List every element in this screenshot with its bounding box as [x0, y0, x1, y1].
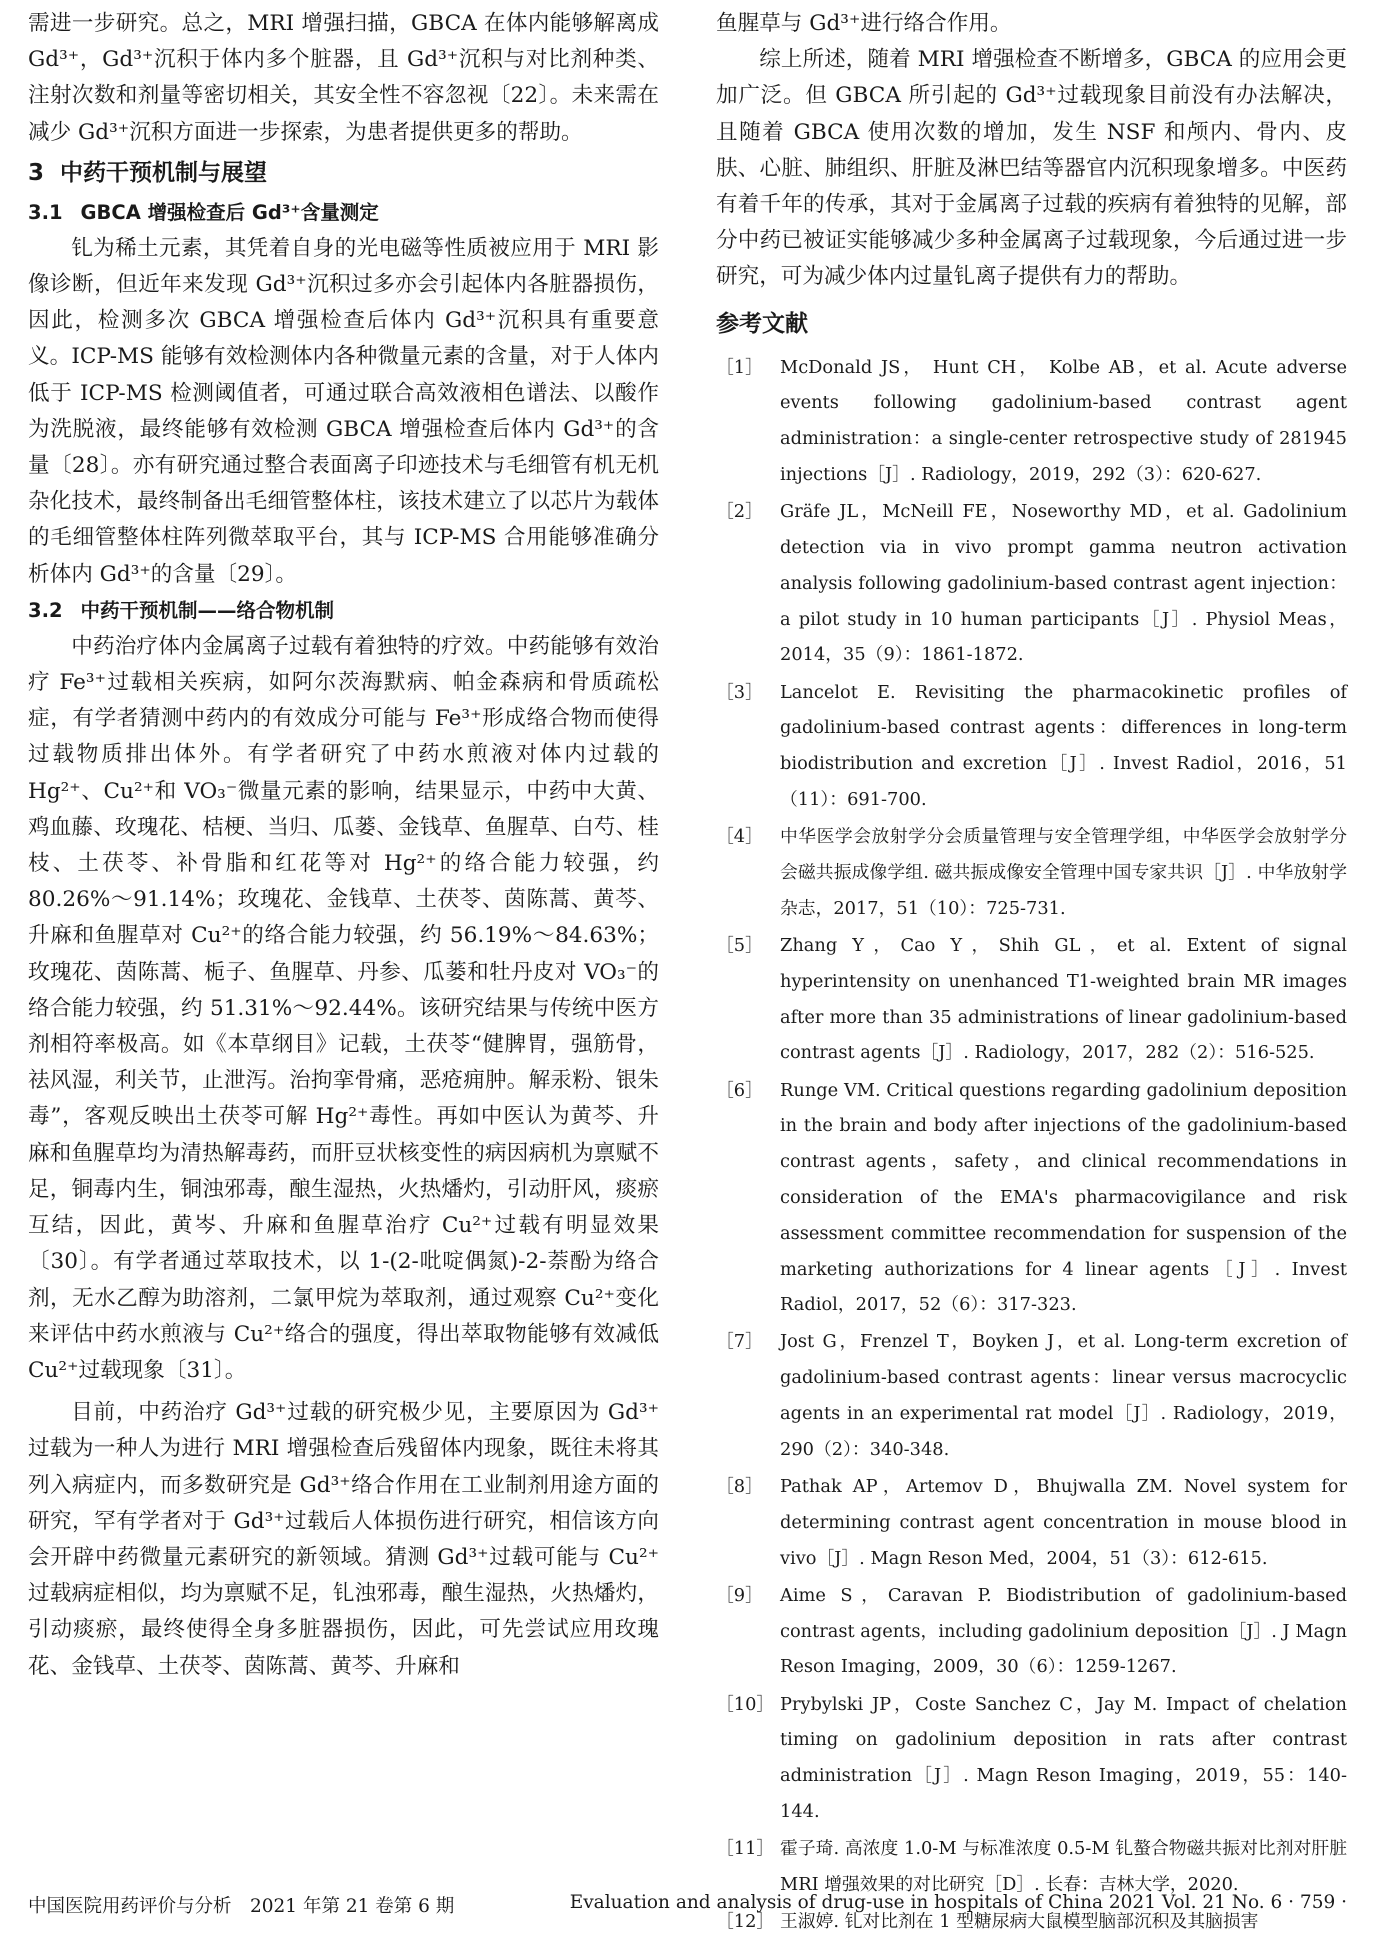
reference-item [716, 928, 1347, 1071]
paragraph-intro: 需进一步研究。总之，MRI 增强扫描，GBCA 在体内能够解离成 Gd³⁺，Gd³⁺沉积于体内多个脏器，且 Gd³⁺沉积与对比剂种类、注射次数和剂量等密切相关，其安全性不容忽视〔22〕。未来需在减少 Gd³⁺沉积方面进一步探索，为患者提供更多的帮助。 [28, 11, 659, 145]
reference-text: 中华医学会放射学分会质量管理与安全管理学组，中华医学会放射学分会磁共振成像学组. 磁共振成像安全管理中国专家共识［J］. 中华放射学杂志，2017，51（10）：725-731. [780, 826, 1347, 919]
references-heading: 参考文献 [716, 310, 808, 337]
reference-text: Aime S，Caravan P. Biodistribution of gadolinium-based contrast agents，including gadolinium deposition［J］. J Magn Reson Imaging，2009，30（6）：1259-1267. [780, 1584, 1347, 1678]
reference-text: Prybylski JP，Coste Sanchez C，Jay M. Impact of chelation timing on gadolinium deposition in rats after contrast administration［J］. Magn Reson Imaging，2019，55：140-144. [780, 1693, 1347, 1823]
section-3-heading [28, 151, 659, 195]
reference-label: ［2］ [716, 501, 763, 523]
reference-text: McDonald JS， Hunt CH， Kolbe AB，et al. Acute adverse events following gadolinium-based contrast agent administration：a single-center retrospective study of 281945 injections［J］. Radiology，2019，292（3）：620-627. [780, 356, 1347, 486]
paragraph-3-2-a: 中药治疗体内金属离子过载有着独特的疗效。中药能够有效治疗 Fe³⁺过载相关疾病，如阿尔茨海默病、帕金森病和骨质疏松症，有学者猜测中药内的有效成分可能与 Fe³⁺形成络合物而使得过载物质排出体外。有学者研究了中药水煎液对体内过载的 Hg²⁺、Cu²⁺和 VO₃⁻微量元素的影响，结果显示，中药中大黄、鸡血藤、玫瑰花、桔梗、当归、瓜蒌、金钱草、鱼腥草、白芍、桂枝、土茯苓、补骨脂和红花等对 Hg²⁺的络合能力较强，约 80.26%～91.14%；玫瑰花、金钱草、土茯苓、茵陈蒿、黄芩、升麻和鱼腥草对 Cu²⁺的络合能力较强，约 56.19%～84.63%；玫瑰花、茵陈蒿、栀子、鱼腥草、丹参、瓜蒌和牡丹皮对 VO₃⁻的络合能力较强，约 51.31%～92.44%。该研究结果与传统中医方剂相符率极高。如《本草纲目》记载，土茯苓“健脾胃，强筋骨，祛风湿，利关节，止泄泻。治拘挛骨痛，恶疮痈肿。解汞粉、银朱毒”，客观反映出土茯苓可解 Hg²⁺毒性。再如中医认为黄芩、升麻和鱼腥草均为清热解毒药，而肝豆状核变性的病因病机为禀赋不足，铜毒内生，铜浊邪毒，酿生湿热，火热燔灼，引动肝风，痰瘀互结，因此，黄岑、升麻和鱼腥草治疗 Cu²⁺过载有明显效果〔30〕。有学者通过萃取技术，以 1-(2-吡啶偶氮)-2-萘酚为络合剂，无水乙醇为助溶剂，二氯甲烷为萃取剂，通过观察 Cu²⁺变化来评估中药水煎液与 Cu²⁺络合的强度，得出萃取物能够有效减低 Cu²⁺过载现象〔31〕。 [28, 633, 659, 1383]
reference-text: Runge VM. Critical questions regarding gadolinium deposition in the brain and body after injections of the gadolinium-based contrast agents，safety，and clinical recommendations in consideration of the EMA's pharmacovigilance and risk assessment committee recommendation for suspension of the marketing authorizations for 4 linear agents［J］. Invest Radiol，2017，52（6）：317-323. [780, 1079, 1347, 1316]
reference-item [716, 1324, 1347, 1467]
reference-item [716, 350, 1347, 493]
reference-item [716, 1578, 1347, 1685]
reference-item [716, 1073, 1347, 1324]
section-3-number: 3 [28, 159, 45, 186]
section-3-1-heading [28, 195, 659, 231]
section-3-1-title: GBCA 增强检查后 Gd³⁺含量测定 [80, 200, 379, 224]
right-column [716, 6, 1347, 1941]
reference-item [716, 1469, 1347, 1576]
section-3-2-number: 3.2 [28, 598, 63, 622]
reference-item [716, 819, 1347, 926]
reference-item [716, 675, 1347, 818]
reference-text: Gräfe JL，McNeill FE，Noseworthy MD，et al. Gadolinium detection via in vivo prompt gamma neutron activation analysis following gadolinium-based contrast agent injection：a pilot study in 10 human participants［J］. Physiol Meas，2014，35（9）：1861-1872. [780, 501, 1347, 666]
reference-label: ［9］ [716, 1584, 763, 1606]
reference-label: ［5］ [716, 934, 763, 956]
reference-text: Lancelot E. Revisiting the pharmacokinetic profiles of gadolinium-based contrast agents：differences in long-term biodistribution and excretion［J］. Invest Radiol，2016，51（11）：691-700. [780, 681, 1347, 810]
reference-text: Jost G，Frenzel T，Boyken J，et al. Long-term excretion of gadolinium-based contrast agents：linear versus macrocyclic agents in an experimental rat model［J］. Radiology，2019，290（2）：340-348. [780, 1331, 1347, 1460]
reference-item [716, 1687, 1347, 1830]
paragraph-summary: 综上所述，随着 MRI 增强检查不断增多，GBCA 的应用会更加广泛。但 GBCA 所引起的 Gd³⁺过载现象目前没有办法解决，且随着 GBCA 使用次数的增加，发生 NSF 和颅内、骨内、皮肤、心脏、肺组织、肝脏及淋巴结等器官内沉积现象增多。中医药有着千年的传承，其对于金属离子过载的疾病有着独特的见解，部分中药已被证实能够减少多种金属离子过载现象，今后通过进一步研究，可为减少体内过量钆离子提供有力的帮助。 [716, 47, 1347, 290]
reference-text: Zhang Y，Cao Y，Shih GL，et al. Extent of signal hyperintensity on unenhanced T1-weighted brain MR images after more than 35 administrations of linear gadolinium-based contrast agents［J］. Radiology，2017，282（2）：516-525. [780, 934, 1347, 1064]
footer-journal-en: Evaluation and analysis of drug-use in hospitals of China 2021 Vol. 21 No. 6 · 759 · [569, 1892, 1347, 1913]
left-column [28, 6, 659, 1685]
paragraph-continued: 鱼腥草与 Gd³⁺进行络合作用。 [716, 11, 1012, 36]
reference-label: ［4］ [716, 826, 763, 848]
section-3-1-number: 3.1 [28, 200, 63, 224]
reference-text: Pathak AP，Artemov D，Bhujwalla ZM. Novel system for determining contrast agent concentration in mouse blood in vivo［J］. Magn Reson Med，2004，51（3）：612-615. [780, 1476, 1347, 1569]
reference-text: 王淑婷. 钆对比剂在 1 型糖尿病大鼠模型脑部沉积及其脑损害 [780, 1911, 1259, 1933]
paragraph-3-1: 钆为稀土元素，其凭着自身的光电磁等性质被应用于 MRI 影像诊断，但近年来发现 Gd³⁺沉积过多亦会引起体内各脏器损伤，因此，检测多次 GBCA 增强检查后体内 Gd³⁺沉积具有重要意义。ICP-MS 能够有效检测体内各种微量元素的含量，对于人体内低于 ICP-MS 检测阈值者，可通过联合高效液相色谱法、以酸作为洗脱液，最终能够有效检测 GBCA 增强检查后体内 Gd³⁺的含量〔28〕。亦有研究通过整合表面离子印迹技术与毛细管有机无机杂化技术，最终制备出毛细管整体柱，该技术建立了以芯片为载体的毛细管整体柱阵列微萃取平台，其与 ICP-MS 合用能够准确分析体内 Gd³⁺的含量〔29〕。 [28, 235, 659, 587]
reference-label: ［12］ [716, 1911, 775, 1933]
reference-text: 霍子琦. 高浓度 1.0-M 与标准浓度 0.5-M 钆螯合物磁共振对比剂对肝脏 MRI 增强效果的对比研究［D］. 长春：吉林大学，2020. [780, 1838, 1347, 1895]
paragraph-3-2-b: 目前，中药治疗 Gd³⁺过载的研究极少见，主要原因为 Gd³⁺过载为一种人为进行 MRI 增强检查后残留体内现象，既往未将其列入病症内，而多数研究是 Gd³⁺络合作用在工业制剂用途方面的研究，罕有学者对于 Gd³⁺过载后人体损伤进行研究，相信该方向会开辟中药微量元素研究的新领域。猜测 Gd³⁺过载可能与 Cu²⁺过载病症相似，均为禀赋不足，钆浊邪毒，酿生湿热，火热燔灼，引动痰瘀，最终使得全身多脏器损伤，因此，可先尝试应用玫瑰花、金钱草、土茯苓、茵陈蒿、黄芩、升麻和 [28, 1400, 659, 1679]
section-3-2-title: 中药干预机制——络合物机制 [80, 598, 335, 622]
reference-label: ［8］ [716, 1476, 763, 1498]
reference-item [716, 494, 1347, 673]
section-3-2-heading [28, 593, 659, 629]
section-3-title: 中药干预机制与展望 [60, 159, 267, 186]
reference-label: ［1］ [716, 356, 763, 378]
reference-label: ［11］ [716, 1838, 775, 1860]
reference-label: ［6］ [716, 1079, 763, 1101]
reference-label: ［10］ [716, 1693, 775, 1715]
reference-list [716, 350, 1347, 1940]
reference-label: ［7］ [716, 1331, 763, 1353]
footer-journal-cn: 中国医院用药评价与分析 2021 年第 21 卷第 6 期 [28, 1896, 455, 1917]
reference-label: ［3］ [716, 681, 763, 703]
